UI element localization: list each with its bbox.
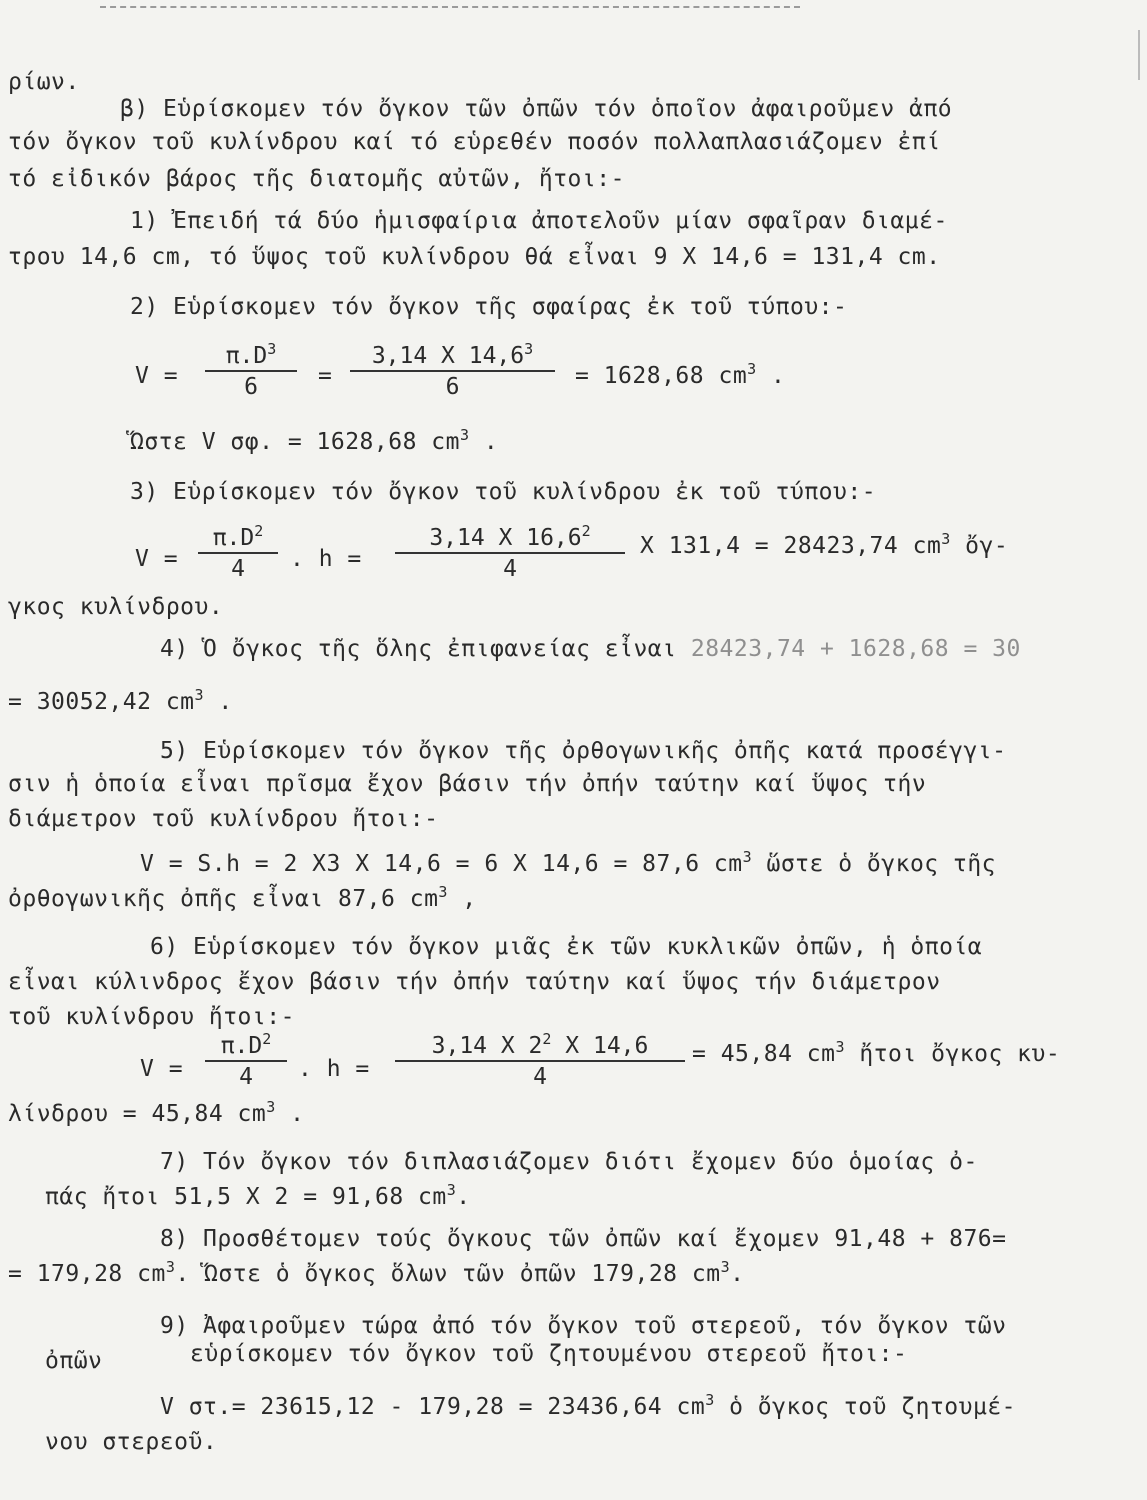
formula-2-fraction-1	[198, 522, 278, 582]
formula-1-v: V =	[135, 363, 179, 389]
line-14	[8, 688, 233, 716]
line-14-text: = 30052,42 cm	[8, 689, 195, 715]
exp: 3	[742, 848, 753, 866]
formula-3-fraction-1	[205, 1030, 287, 1090]
line-31-text: V στ.= 23615,12 - 179,28 = 23436,64 cm	[160, 1394, 706, 1420]
line-10: 3) Εὑρίσκομεν τόν ὄγκον τοῦ κυλίνδρου ἐκ τοῦ τύπου:-	[130, 479, 877, 505]
line-04: τό εἰδικόν βάρος τῆς διατομῆς αὐτῶν, ἤτοι:-	[8, 166, 625, 192]
formula-3-fraction-2	[395, 1030, 685, 1090]
line-18-text: V = S.h = 2 Χ3 Χ 14,6 = 6 Χ 14,6 = 87,6 cm	[140, 851, 743, 877]
f1-denominator: 6	[244, 374, 258, 400]
exp: 3	[941, 530, 951, 548]
line-12: γκος κυλίνδρου.	[8, 594, 224, 620]
line-05: 1) Ἐπειδή τά δύο ἡμισφαίρια ἀποτελοῦν μίαν σφαῖραν διαμέ-	[130, 208, 948, 234]
formula-1-equals: =	[318, 363, 333, 389]
formula-2-fraction-2	[395, 522, 625, 582]
formula-2-v: V =	[135, 546, 179, 572]
line-21: εἶναι κύλινδρος ἔχον βάσιν τήν ὀπήν ταύτην καί ὕψος τήν διάμετρον	[8, 969, 941, 995]
line-18	[140, 850, 996, 878]
formula-2-h: . h =	[290, 546, 362, 572]
exp: 3	[747, 360, 757, 378]
exp: 3	[267, 340, 277, 358]
line-28-end: . Ὥστε ὁ ὄγκος ὅλων τῶν ὀπῶν 179,28 cm	[175, 1261, 721, 1287]
f2-denominator: 4	[533, 1064, 547, 1090]
line-09-end: .	[469, 429, 499, 455]
f2-denominator: 4	[503, 556, 517, 582]
line-28	[8, 1260, 744, 1288]
exp: 2	[581, 522, 591, 540]
line-26	[45, 1183, 471, 1211]
exp: 2	[254, 522, 264, 540]
line-19-end: ,	[447, 886, 477, 912]
exp: 3	[165, 1258, 176, 1276]
line-24-text: λίνδρου = 45,84 cm	[8, 1101, 267, 1127]
line-17: διάμετρον τοῦ κυλίνδρου ἤτοι:-	[8, 806, 439, 832]
f2-numerator-b: Χ 14,6	[551, 1033, 649, 1059]
line-13	[160, 635, 1021, 663]
line-19	[8, 885, 477, 913]
formula-3-h: . h =	[298, 1056, 370, 1082]
formula-3-result	[692, 1040, 1060, 1068]
line-32: νου στερεοῦ.	[45, 1429, 218, 1455]
f2-denominator: 6	[445, 374, 460, 400]
f1-numerator: π.D	[212, 525, 255, 551]
line-22: τοῦ κυλίνδρου ἤτοι:-	[8, 1004, 295, 1030]
line-27: 8) Προσθέτομεν τούς ὄγκους τῶν ὀπῶν καί ἔχομεν 91,48 + 876=	[160, 1226, 1007, 1252]
line-25: 7) Τόν ὄγκον τόν διπλασιάζομεν διότι ἔχομεν δύο ὁμοίας ὀ-	[160, 1149, 978, 1175]
line-18-end: ὥστε ὁ ὄγκος τῆς	[752, 851, 997, 877]
formula-3-v: V =	[140, 1056, 184, 1082]
result-end: .	[756, 363, 786, 389]
f1-numerator: π.D	[220, 1033, 263, 1059]
line-26-end: .	[456, 1184, 471, 1210]
line-16: σιν ἡ ὁποία εἶναι πρῖσμα ἔχον βάσιν τήν ὀπήν ταύτην καί ὕψος τήν	[8, 771, 927, 797]
line-09-text: Ὥστε V σφ. = 1628,68 cm	[130, 429, 460, 455]
line-01: ρίων.	[8, 69, 80, 95]
exp: 2	[262, 1030, 272, 1048]
line-07: 2) Εὑρίσκομεν τόν ὄγκον τῆς σφαίρας ἐκ τοῦ τύπου:-	[130, 294, 848, 320]
result-end: ἤτοι ὄγκος κυ-	[845, 1041, 1061, 1067]
line-31	[160, 1393, 1016, 1421]
line-14-end: .	[204, 689, 233, 715]
edge-mark	[1138, 30, 1140, 80]
line-29: 9) Ἀφαιροῦμεν τώρα ἀπό τόν ὄγκον τοῦ στερεοῦ, τόν ὄγκον τῶν	[160, 1313, 1007, 1339]
line-02: β) Εὑρίσκομεν τόν ὄγκον τῶν ὀπῶν τόν ὁποῖον ἀφαιροῦμεν ἀπό	[120, 96, 953, 122]
f2-numerator: 3,14 Χ 14,6	[371, 343, 525, 369]
line-24	[8, 1100, 304, 1128]
line-13-faded: 28423,74 + 1628,68 = 30	[690, 636, 1021, 662]
exp: 3	[835, 1038, 846, 1056]
exp: 3	[438, 883, 448, 901]
line-31-end: ὁ ὄγκος τοῦ ζητουμέ-	[714, 1394, 1017, 1420]
line-15: 5) Εὑρίσκομεν τόν ὄγκον τῆς ὀρθογωνικῆς ὀπῆς κατά προσέγγι-	[160, 738, 1007, 764]
line-28-text: = 179,28 cm	[8, 1261, 166, 1287]
line-30b: εὑρίσκομεν τόν ὄγκον τοῦ ζητουμένου στερεοῦ ἤτοι:-	[190, 1341, 908, 1367]
exp: 3	[446, 1181, 457, 1199]
line-06: τρου 14,6 cm, τό ὕψος τοῦ κυλίνδρου θά εἶναι 9 Χ 14,6 = 131,4 cm.	[8, 244, 941, 270]
exp: 3	[266, 1098, 276, 1116]
result-text: = 1628,68 cm	[575, 363, 748, 389]
line-13-text: 4) Ὁ ὄγκος τῆς ὅλης ἐπιφανείας εἶναι	[160, 636, 677, 662]
exp: 3	[524, 340, 534, 358]
line-26-text: πάς ἤτοι 51,5 Χ 2 = 91,68 cm	[45, 1184, 447, 1210]
exp: 3	[720, 1258, 731, 1276]
line-24-end: .	[275, 1101, 305, 1127]
f1-numerator: π.D	[225, 343, 268, 369]
line-03: τόν ὄγκον τοῦ κυλίνδρου καί τό εὑρεθέν ποσόν πολλαπλασιάζομεν ἐπί	[8, 129, 941, 155]
line-28-end2: .	[730, 1261, 745, 1287]
exp: 3	[460, 426, 470, 444]
line-20: 6) Εὑρίσκομεν τόν ὄγκον μιᾶς ἐκ τῶν κυκλικῶν ὀπῶν, ἡ ὁποία	[150, 934, 983, 960]
top-dashed-rule	[100, 6, 800, 8]
f2-numerator: 3,14 Χ 2	[431, 1033, 543, 1059]
formula-2-result	[640, 532, 1008, 560]
exp: 3	[194, 686, 205, 704]
f1-denominator: 4	[239, 1064, 253, 1090]
line-09	[130, 428, 498, 456]
f1-denominator: 4	[231, 556, 245, 582]
line-19-text: ὀρθογωνικῆς ὀπῆς εἶναι 87,6 cm	[8, 886, 439, 912]
line-30a: ὀπῶν	[45, 1348, 103, 1374]
formula-1-fraction-2	[350, 340, 555, 400]
exp: 3	[705, 1391, 715, 1409]
formula-1-result	[575, 362, 785, 390]
formula-1-fraction-1	[205, 340, 297, 400]
exp: 2	[542, 1030, 552, 1048]
result-text: = 45,84 cm	[692, 1041, 836, 1067]
result-text: Χ 131,4 = 28423,74 cm	[640, 533, 942, 559]
f2-numerator: 3,14 Χ 16,6	[429, 525, 582, 551]
result-end: ὄγ-	[950, 533, 1009, 559]
